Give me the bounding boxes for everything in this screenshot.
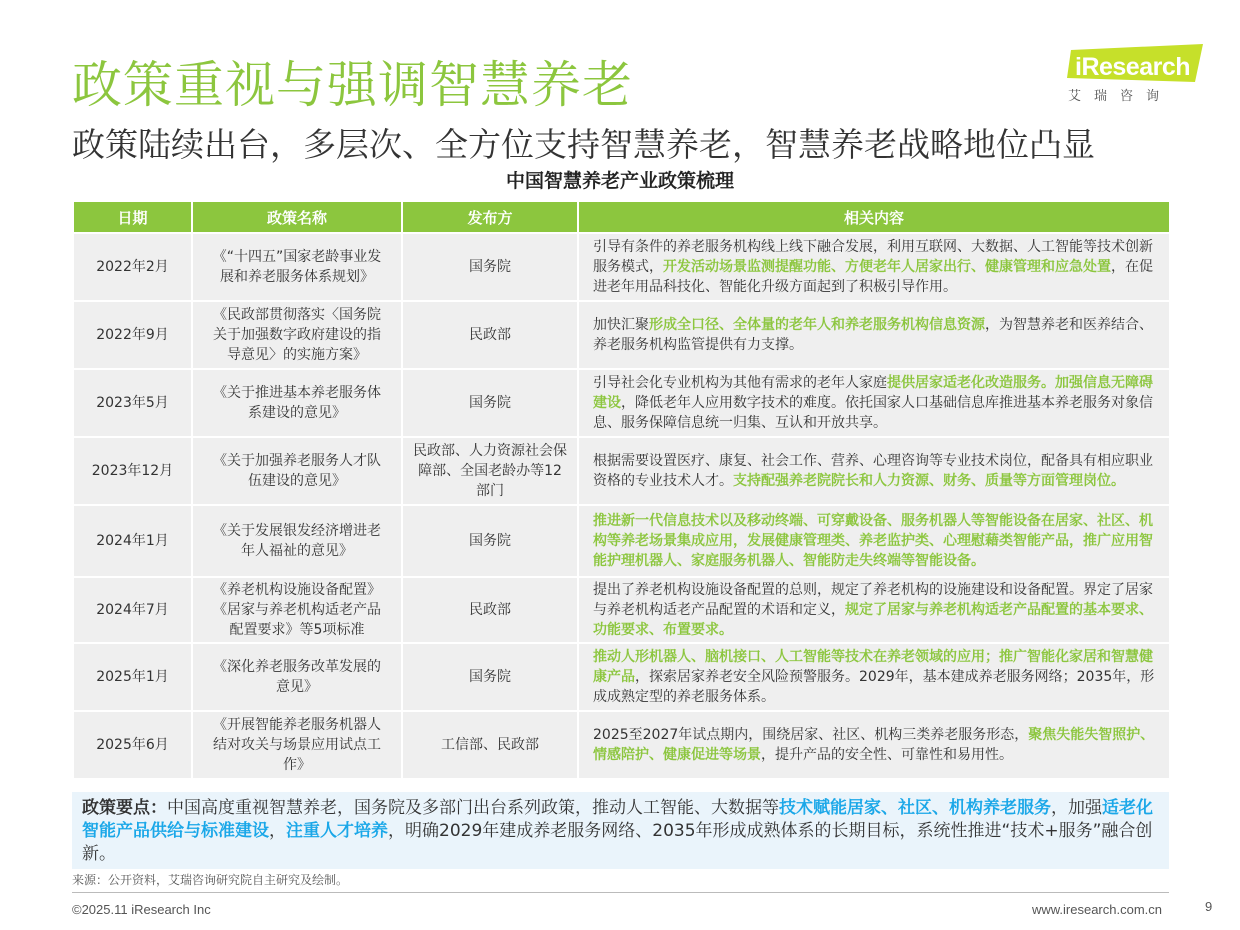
content-text: ，在促进老年用品科技化、智能化升级方面起到了积极引导作用。: [593, 259, 1153, 295]
cell-date: 2024年7月: [74, 578, 191, 642]
cell-date: 2024年1月: [74, 506, 191, 576]
iresearch-logo: [1062, 40, 1207, 110]
table-title: 中国智慧养老产业政策梳理: [505, 170, 734, 192]
content-highlight: 聚焦失能失智照护、情感陪护、健康促进等场景: [593, 727, 1155, 763]
cell-issuer: 国务院: [403, 370, 577, 436]
key-point-highlight: 适老化智能产品供给与标准建设: [82, 798, 1153, 841]
content-text: 引导有条件的养老服务机构线上线下融合发展，利用互联网、大数据、人工智能等技术创新服务模式，: [593, 239, 1153, 275]
cell-issuer: 民政部: [403, 578, 577, 642]
key-point-highlight: 注重人才培养: [286, 821, 388, 841]
cell-policy-name: 《关于推进基本养老服务体系建设的意见》: [193, 370, 401, 436]
key-point-text: ，加强: [1051, 798, 1102, 818]
copyright: ©2025.11 iResearch Inc: [72, 902, 211, 917]
cell-issuer: 民政部: [403, 302, 577, 368]
content-text: 提出了养老机构设施设备配置的总则，规定了养老机构的设施建设和设备配置。界定了居家与养老机构适老产品配置的术语和定义，: [593, 582, 1153, 618]
table-row: [74, 712, 1169, 778]
content-highlight: 推动人形机器人、脑机接口、人工智能等技术在养老领域的应用；推广智能化家居和智慧健康产品: [593, 649, 1153, 685]
cell-policy-name: 《“十四五”国家老龄事业发展和养老服务体系规划》: [193, 234, 401, 300]
cell-content: [579, 578, 1169, 642]
page-number: 9: [1205, 899, 1213, 914]
header-content: 相关内容: [579, 202, 1169, 232]
footer-divider: [72, 892, 1169, 893]
logo-badge: [1067, 44, 1207, 82]
content-text: 根据需要设置医疗、康复、社会工作、营养、心理咨询等专业技术岗位，配备具有相应职业资格的专业技术人才。: [593, 453, 1153, 489]
content-text: ，探索居家养老安全风险预警服务。2029年，基本建成养老服务网络；2035年，形成成熟定型的养老服务体系。: [593, 669, 1155, 705]
key-point-text: ，: [269, 821, 286, 841]
cell-content: [579, 234, 1169, 300]
content-text: ，提升产品的安全性、可靠性和易用性。: [761, 747, 1013, 763]
content-highlight: 规定了居家与养老机构适老产品配置的基本要求、功能要求、布置要求。: [593, 602, 1153, 638]
cell-content: [579, 438, 1169, 504]
table-row: [74, 234, 1169, 300]
cell-content: [579, 644, 1169, 710]
key-point-text: 中国高度重视智慧养老，国务院及多部门出台系列政策，推动人工智能、大数据等: [167, 798, 779, 818]
header-issuer: 发布方: [403, 202, 577, 232]
cell-policy-name: 《养老机构设施设备配置》《居家与养老机构适老产品配置要求》等5项标准: [193, 578, 401, 642]
table-row: [74, 506, 1169, 576]
content-highlight: 开发活动场景监测提醒功能、方便老年人居家出行、健康管理和应急处置: [663, 259, 1111, 275]
key-points-text: [82, 798, 1153, 864]
cell-issuer: 国务院: [403, 506, 577, 576]
cell-content: [579, 506, 1169, 576]
content-highlight: 形成全口径、全体量的老年人和养老服务机构信息资源: [649, 317, 985, 333]
cell-content: [579, 370, 1169, 436]
header-policy-name: 政策名称: [193, 202, 401, 232]
table-row: [74, 302, 1169, 368]
cell-issuer: 工信部、民政部: [403, 712, 577, 778]
cell-date: 2023年5月: [74, 370, 191, 436]
cell-policy-name: 《关于加强养老服务人才队伍建设的意见》: [193, 438, 401, 504]
policy-table: [72, 200, 1171, 780]
content-highlight: 推进新一代信息技术以及移动终端、可穿戴设备、服务机器人等智能设备在居家、社区、机构等养老场景集成应用，发展健康管理类、养老监护类、心理慰藉类智能产品，推广应用智能护理机器人、家庭服务机器人、智能防走失终端等智能设备。: [593, 513, 1153, 569]
page-title: 政策重视与强调智慧养老: [72, 56, 633, 114]
cell-issuer: 国务院: [403, 644, 577, 710]
content-text: ，降低老年人应用数字技术的难度。依托国家人口基础信息库推进基本养老服务对象信息、服务保障信息统一归集、互认和开放共享。: [593, 395, 1153, 431]
cell-policy-name: 《深化养老服务改革发展的意见》: [193, 644, 401, 710]
key-points-box: [72, 792, 1169, 869]
cell-issuer: 民政部、人力资源社会保障部、全国老龄办等12部门: [403, 438, 577, 504]
table-header-row: [74, 202, 1169, 232]
logo-text: iResearch: [1075, 53, 1191, 81]
cell-content: [579, 302, 1169, 368]
table-row: [74, 438, 1169, 504]
cell-policy-name: 《开展智能养老服务机器人结对攻关与场景应用试点工作》: [193, 712, 401, 778]
cell-issuer: 国务院: [403, 234, 577, 300]
source-note: 来源：公开资料，艾瑞咨询研究院自主研究及绘制。: [72, 873, 349, 887]
page-subtitle: 政策陆续出台，多层次、全方位支持智慧养老，智慧养老战略地位凸显: [72, 125, 1095, 164]
logo-chinese-text: 艾瑞咨询: [1068, 89, 1173, 104]
content-text: 加快汇聚: [593, 317, 649, 333]
cell-date: 2025年1月: [74, 644, 191, 710]
content-text: 引导社会化专业机构为其他有需求的老年人家庭: [593, 375, 887, 391]
key-point-text: ，明确2029年建成养老服务网络、2035年形成成熟体系的长期目标，系统性推进“技术+服务”融合创新。: [82, 821, 1153, 864]
header-date: 日期: [74, 202, 191, 232]
table-row: [74, 370, 1169, 436]
cell-date: 2022年9月: [74, 302, 191, 368]
content-highlight: 支持配强养老院院长和人力资源、财务、质量等方面管理岗位。: [733, 473, 1125, 489]
table-row: [74, 644, 1169, 710]
cell-content: [579, 712, 1169, 778]
cell-policy-name: 《关于发展银发经济增进老年人福祉的意见》: [193, 506, 401, 576]
table-row: [74, 578, 1169, 642]
website-link[interactable]: www.iresearch.com.cn: [1031, 902, 1162, 917]
content-text: ，为智慧养老和医养结合、养老服务机构监管提供有力支撑。: [593, 317, 1153, 353]
cell-date: 2022年2月: [74, 234, 191, 300]
content-text: 2025至2027年试点期内，围绕居家、社区、机构三类养老服务形态，: [593, 727, 1029, 743]
content-highlight: 提供居家适老化改造服务。加强信息无障碍建设: [593, 375, 1153, 411]
key-point-highlight: 技术赋能居家、社区、机构养老服务: [779, 798, 1051, 818]
cell-date: 2025年6月: [74, 712, 191, 778]
cell-date: 2023年12月: [74, 438, 191, 504]
cell-policy-name: 《民政部贯彻落实〈国务院关于加强数字政府建设的指导意见〉的实施方案》: [193, 302, 401, 368]
key-points-label: 政策要点：: [82, 798, 167, 818]
